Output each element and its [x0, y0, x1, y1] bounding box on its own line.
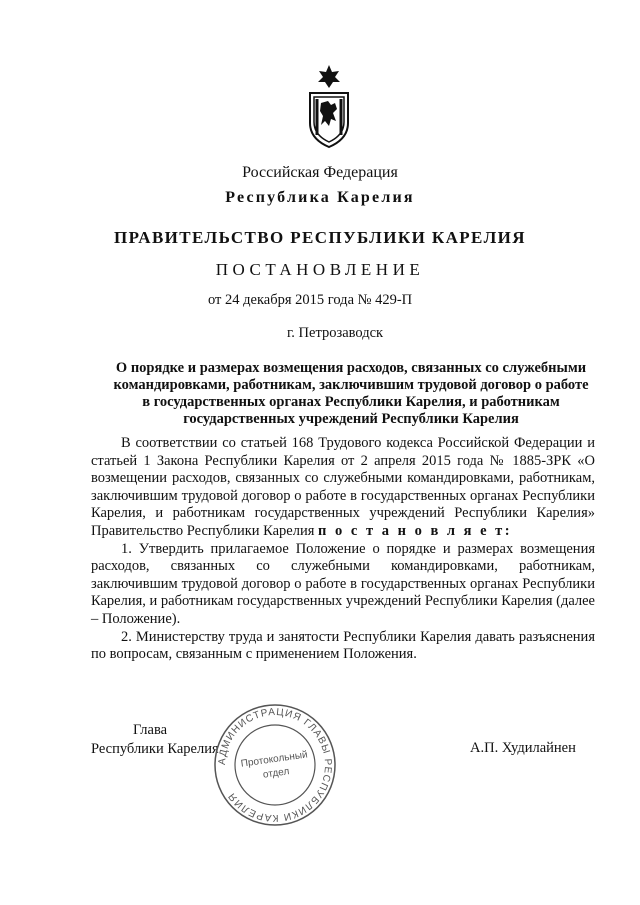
- country-name: Российская Федерация: [242, 164, 398, 181]
- stamp-inner-line-2: отдел: [262, 766, 291, 781]
- government-title: ПРАВИТЕЛЬСТВО РЕСПУБЛИКИ КАРЕЛИЯ: [114, 228, 526, 247]
- preamble-text: В соответствии со статьей 168 Трудового кодекса Российской Федерации и статьей 1 Закона Республики Карелия от 2 апреля 2015 года № 1885-ЗРК «О возмещении расходов, связанных со служебными командировками, работникам, заключившим трудовой договор о работе в государственных органах Республики Карелия, и работникам государственных учреждений Республики Карелия» Правительство Республики Карелия: [91, 435, 595, 539]
- item-2-paragraph: 2. Министерству труда и занятости Республики Карелия давать разъяснения по вопросам, связанным с применением Положения.: [91, 628, 595, 663]
- document-city: г. Петрозаводск: [287, 325, 384, 341]
- item-1-paragraph: 1. Утвердить прилагаемое Положение о порядке и размерах возмещения расходов, связанных со служебными командировками, работникам, заключившим трудовой договор о работе в государственных органах Республики Карелия, и работникам государственных учреждений Республики Карелия (далее – Положение).: [91, 540, 595, 627]
- preamble-paragraph: [91, 435, 595, 541]
- document-body: [91, 435, 595, 664]
- signatory-title: [91, 721, 219, 759]
- document-subject: О порядке и размерах возмещения расходов, связанных со служебными командировками, работникам, заключившим трудовой договор о работе в государственных органах Республики Карелия, и работникам государственных учреждений Республики Карелия: [113, 360, 589, 427]
- signatory-title-line-1: Глава: [133, 722, 168, 738]
- signatory-title-line-2: Республики Карелия: [91, 741, 219, 757]
- resolves-word: п о с т а н о в л я е т:: [318, 522, 513, 539]
- karelia-coat-of-arms-icon: [304, 63, 354, 149]
- stamp-outer-text: АДМИНИСТРАЦИЯ ГЛАВЫ РЕСПУБЛИКИ КАРЕЛИЯ: [216, 706, 334, 824]
- official-stamp: [210, 700, 340, 830]
- signatory-name: А.П. Худилайнен: [470, 740, 576, 756]
- document-type: ПОСТАНОВЛЕНИЕ: [215, 260, 425, 279]
- republic-name: Республика Карелия: [225, 189, 415, 206]
- stamp-inner-line-1: Протокольный: [240, 749, 309, 770]
- document-date-number: от 24 декабря 2015 года № 429-П: [208, 292, 413, 308]
